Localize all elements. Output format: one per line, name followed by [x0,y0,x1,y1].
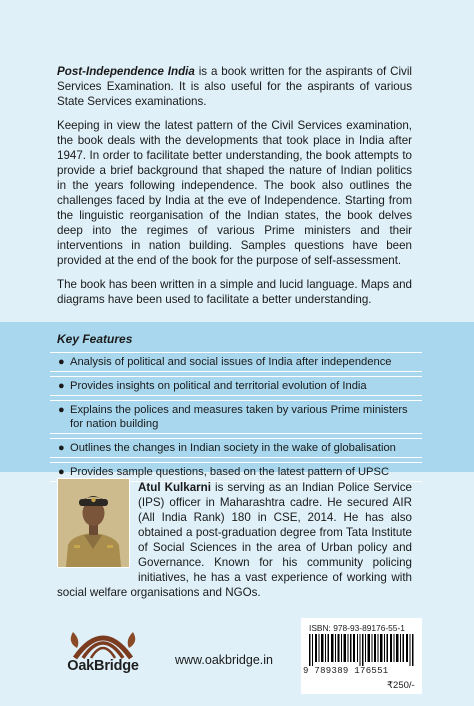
book-title: Post-Independence India [57,65,195,78]
bullet-icon: ● [58,404,65,416]
author-bio [57,480,412,600]
bullet-icon: ● [58,442,65,454]
feature-text: Analysis of political and social issues of India after independence [70,356,392,368]
key-features-list [50,352,422,486]
description-intro [57,64,412,109]
feature-text: Provides sample questions, based on the latest pattern of UPSC [70,466,390,478]
isbn-number: ISBN: 978-93-89176-55-1 [309,623,405,633]
feature-item [50,352,422,372]
feature-item [50,376,422,396]
bullet-icon: ● [58,380,65,392]
description-paragraph-3: The book has been written in a simple and lucid language. Maps and diagrams have been used to facilitate a better understanding. [57,278,412,306]
feature-item [50,400,422,434]
key-features-heading: Key Features [57,332,133,346]
feature-text: Explains the polices and measures taken by various Prime ministers for nation building [70,404,408,430]
bullet-icon: ● [58,356,65,368]
description-intro-text: is a book written for the aspirants of Civil Services Examination. It is also useful for the aspirants of various State Services examinations. [57,65,412,108]
bullet-icon: ● [58,466,65,478]
book-description [57,64,412,316]
oak-leaf-logo-icon [55,622,151,662]
feature-text: Outlines the changes in Indian society in the wake of globalisation [70,442,396,454]
barcode-digits: 9 789389 176551 [303,666,389,676]
feature-text: Provides insights on political and territorial evolution of India [70,380,367,392]
publisher-logo [55,622,151,682]
feature-item [50,438,422,458]
publisher-logo-text: OakBridge [67,658,139,674]
author-name: Atul Kulkarni [138,481,211,494]
barcode-panel [301,618,422,694]
description-paragraph-2: Keeping in view the latest pattern of the Civil Services examination, the book deals with the developments that took place in India after 1947. In order to facilitate better understanding, the book attempts to provide a brief background that shaped the nature of Indian politics in the years following independence. The book also outlines the challenges faced by India at the eve of Independence. Starting from the linguistic reorganisation of the Indian states, the book delves deep into the regimes of various Prime ministers and their interventions in nation building. Samples questions have been provided at the end of the book for the purpose of self-assessment. [57,119,412,267]
publisher-website: www.oakbridge.in [175,653,273,667]
key-features-band [0,322,474,478]
barcode-icon [309,634,414,666]
author-bio-text: is serving as an Indian Police Service (IPS) officer in Maharashtra cadre. He secured AIR (All India Rank) 180 in CSE, 2014. He has also obtained a post-graduation degree from Tata Institute of Social Sciences in the area of Urban policy and Governance. Known for his community policing initiatives, he has a vast experience of working with social welfare organisations and NGOs. [57,481,412,599]
book-price: ₹250/- [387,680,415,691]
